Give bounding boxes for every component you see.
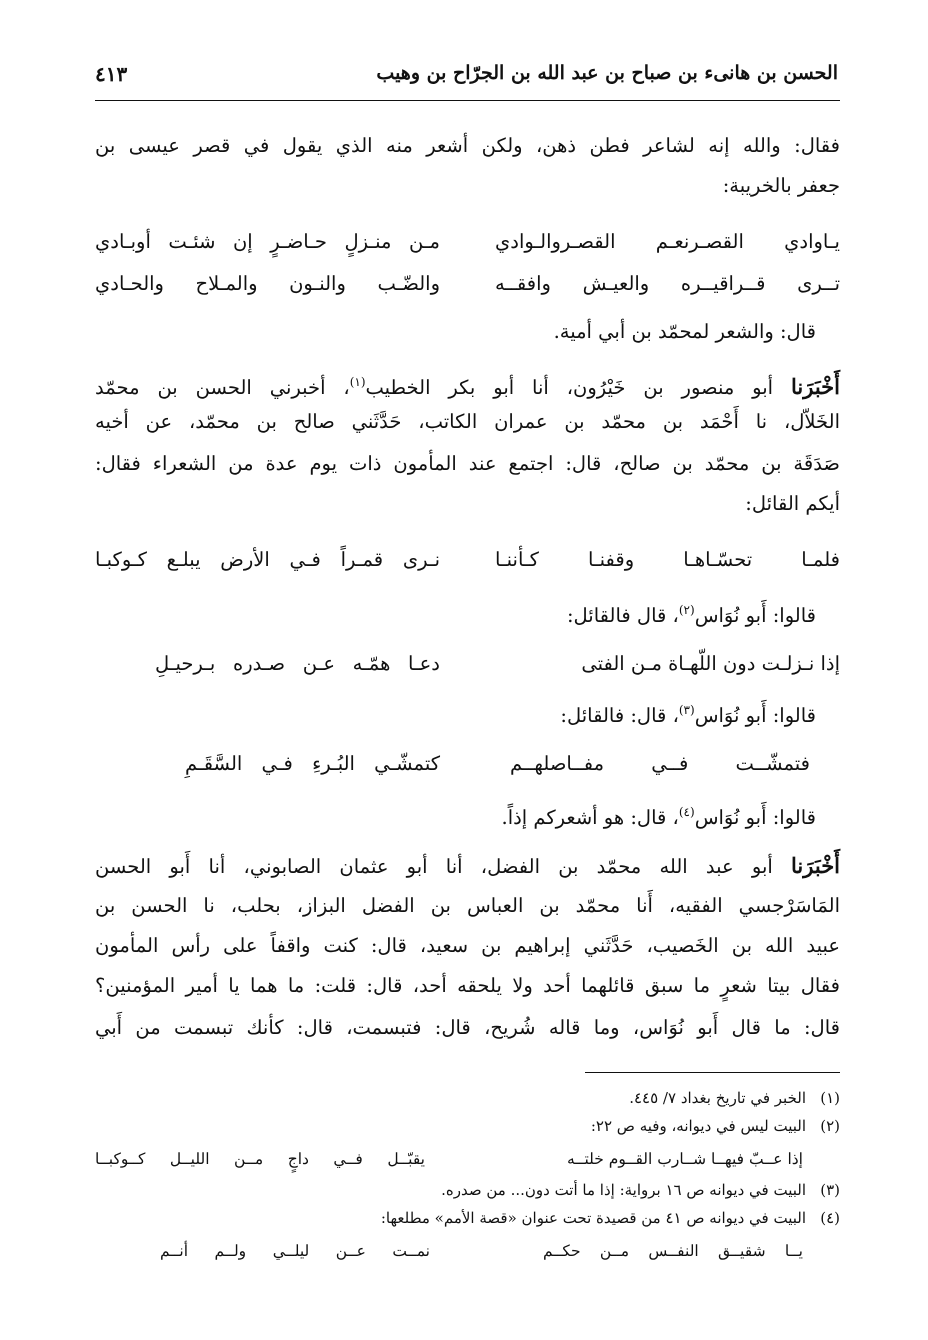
text-line	[95, 366, 840, 404]
footnote-marker: (٣)	[678, 703, 695, 717]
header-divider	[95, 100, 840, 101]
footnote	[95, 1114, 840, 1138]
text-segment: أبو عبد الله محمّد بن الفضل، أنا أبو عثمان الصابوني، أنا أَبو الحسن	[95, 855, 773, 878]
footnote-marker: (١)	[349, 375, 366, 389]
footnote	[95, 1086, 840, 1110]
verse-first-hemistich: فتمشّــت فــي مفــاصلهــم	[510, 752, 810, 775]
footnote-marker: (٢)	[678, 603, 695, 617]
footnote-text: البيت في ديوانه ص ١٦ برواية: إذا ما أتت دون... من صدره.	[441, 1181, 806, 1199]
text-line: فقال: والله إنه لشاعر فطن ذهن، ولكن أشعر منه الذي يقول في قصر عيسى بن	[95, 134, 840, 157]
text-segment: قالوا: أَبو نُوَاس	[694, 806, 816, 829]
text-line: المَاسَرْجسي الفقيه، أَنا محمّد بن العباس بن الفضل البزاز، بحلب، نا الحسن بن	[95, 894, 840, 917]
verse-line	[95, 748, 840, 780]
footnote	[95, 1178, 840, 1202]
verse-line	[95, 268, 840, 300]
text-segment: ، قال: فالقائل:	[560, 704, 679, 727]
text-line: أيكم القائل:	[745, 492, 840, 515]
verse-second-hemistich: كتمشّـي البُـرءِ فـي السَّقَـمِ	[185, 752, 440, 775]
verse-second-hemistich: نـرى قمـراً فـي الأرض يبلـع كـوكبـا	[95, 548, 440, 571]
verse-first-hemistich: يـاوادي القصـرنعـم القصـروالـوادي	[495, 230, 840, 253]
text-segment: ، قال: هو أشعركم إذاً.	[501, 806, 679, 829]
verse-first-hemistich: فلمـا تحسّـاهـا وقفنـا كـأننـا	[495, 548, 840, 571]
text-segment: قالوا: أَبو نُوَاس	[694, 704, 816, 727]
text-line: جعفر بالخريبة:	[722, 174, 840, 197]
text-line	[95, 850, 840, 883]
verse-first-hemistich: إذا نـزلـت دون اللّهـاة مـن الفتى	[581, 652, 840, 675]
text-line: الخَلاّل، نا أَحْمَد بن محمّد بن عمران الكاتب، حَدَّثَني صالح بن محمّد، عن أخيه	[95, 410, 840, 433]
text-segment: أبو منصور بن خَيْرُون، أنا أبو بكر الخطيب	[365, 376, 774, 399]
verse-first-hemistich: إذا عــبّ فيهــا شــارب القــوم خلتــه	[567, 1150, 803, 1168]
text-line	[567, 594, 816, 632]
verse-second-hemistich: يقبّــل فــي داجٍ مــن الليــل كــوكبــا	[95, 1150, 425, 1168]
footnote	[95, 1206, 840, 1230]
footnote-text: البيت في ديوانه ص ٤١ من قصيدة تحت عنوان «قصة الأمم» مطلعها:	[380, 1209, 806, 1227]
footnote-number: (١)	[820, 1089, 840, 1107]
text-line	[560, 694, 816, 732]
text-line: عبيد الله بن الخَصيب، حَدَّثَني إبراهيم بن سعيد، قال: كنت واقفاً على رأس المأمون	[95, 934, 840, 957]
verse-second-hemistich: والضّـب والنـون والمـلاح والحـادي	[95, 272, 440, 295]
verse-second-hemistich: مـن منـزلٍ حـاضـرٍ إن شئـت أوبـادي	[95, 230, 440, 253]
verse-second-hemistich: دعـا همّـه عـن صـدره بـرحيـلِ	[155, 652, 440, 675]
verse-second-hemistich: نمــت عــن ليلــي ولــم أنــم	[160, 1242, 430, 1260]
footnote-verse	[95, 1146, 803, 1172]
running-header	[95, 56, 838, 96]
verse-line	[95, 226, 840, 258]
footnote-text: البيت ليس في ديوانه، وفيه ص ٢٢:	[590, 1117, 806, 1135]
text-line: صَدَقَة بن محمّد بن صالح، قال: اجتمع عند المأمون ذات يوم عدة من الشعراء فقال:	[95, 452, 840, 475]
footnote-verse	[160, 1238, 803, 1264]
verse-line	[95, 544, 840, 576]
text-line: قال: والشعر لمحمّد بن أبي أمية.	[553, 320, 816, 343]
running-header-title: الحسن بن هانىء بن صباح بن عبد الله بن الجرّاح بن وهيب	[376, 62, 838, 84]
verse-first-hemistich: تــرى قــراقيــره والعيـش وافقــه	[495, 272, 840, 295]
footnote-text: الخبر في تاريخ بغداد ٧/ ٤٤٥.	[629, 1089, 806, 1107]
text-line: قال: ما قال أَبو نُوَاس، وما قاله شُريح، قال: فتبسمت، قال: كأنك تبسمت من أَبي	[95, 1016, 840, 1039]
footnote-number: (٤)	[820, 1209, 840, 1227]
verse-line	[95, 648, 840, 680]
text-segment: ، أخبرني الحسن بن محمّد	[95, 376, 350, 399]
footnote-marker: (٤)	[678, 805, 695, 819]
text-segment: ، قال فالقائل:	[566, 604, 679, 627]
footnote-divider	[585, 1072, 840, 1073]
verse-first-hemistich: يــا شقيــق النفــس مــن حكــم	[543, 1242, 803, 1260]
page-number: ٤١٣	[95, 62, 128, 86]
text-line	[502, 796, 817, 834]
footnote-number: (٢)	[820, 1117, 840, 1135]
isnad-lead-word: أَخْبَرَنا	[791, 853, 841, 878]
footnote-number: (٣)	[820, 1181, 840, 1199]
text-segment: قالوا: أَبو نُوَاس	[694, 604, 816, 627]
isnad-lead-word: أَخْبَرَنا	[791, 374, 840, 399]
text-line: فقال بيتا شعرٍ ما سبق قائلهما أحد ولا يلحقه أحد، قال: قلت: ما هما يا أمير المؤمنين؟	[95, 974, 840, 997]
